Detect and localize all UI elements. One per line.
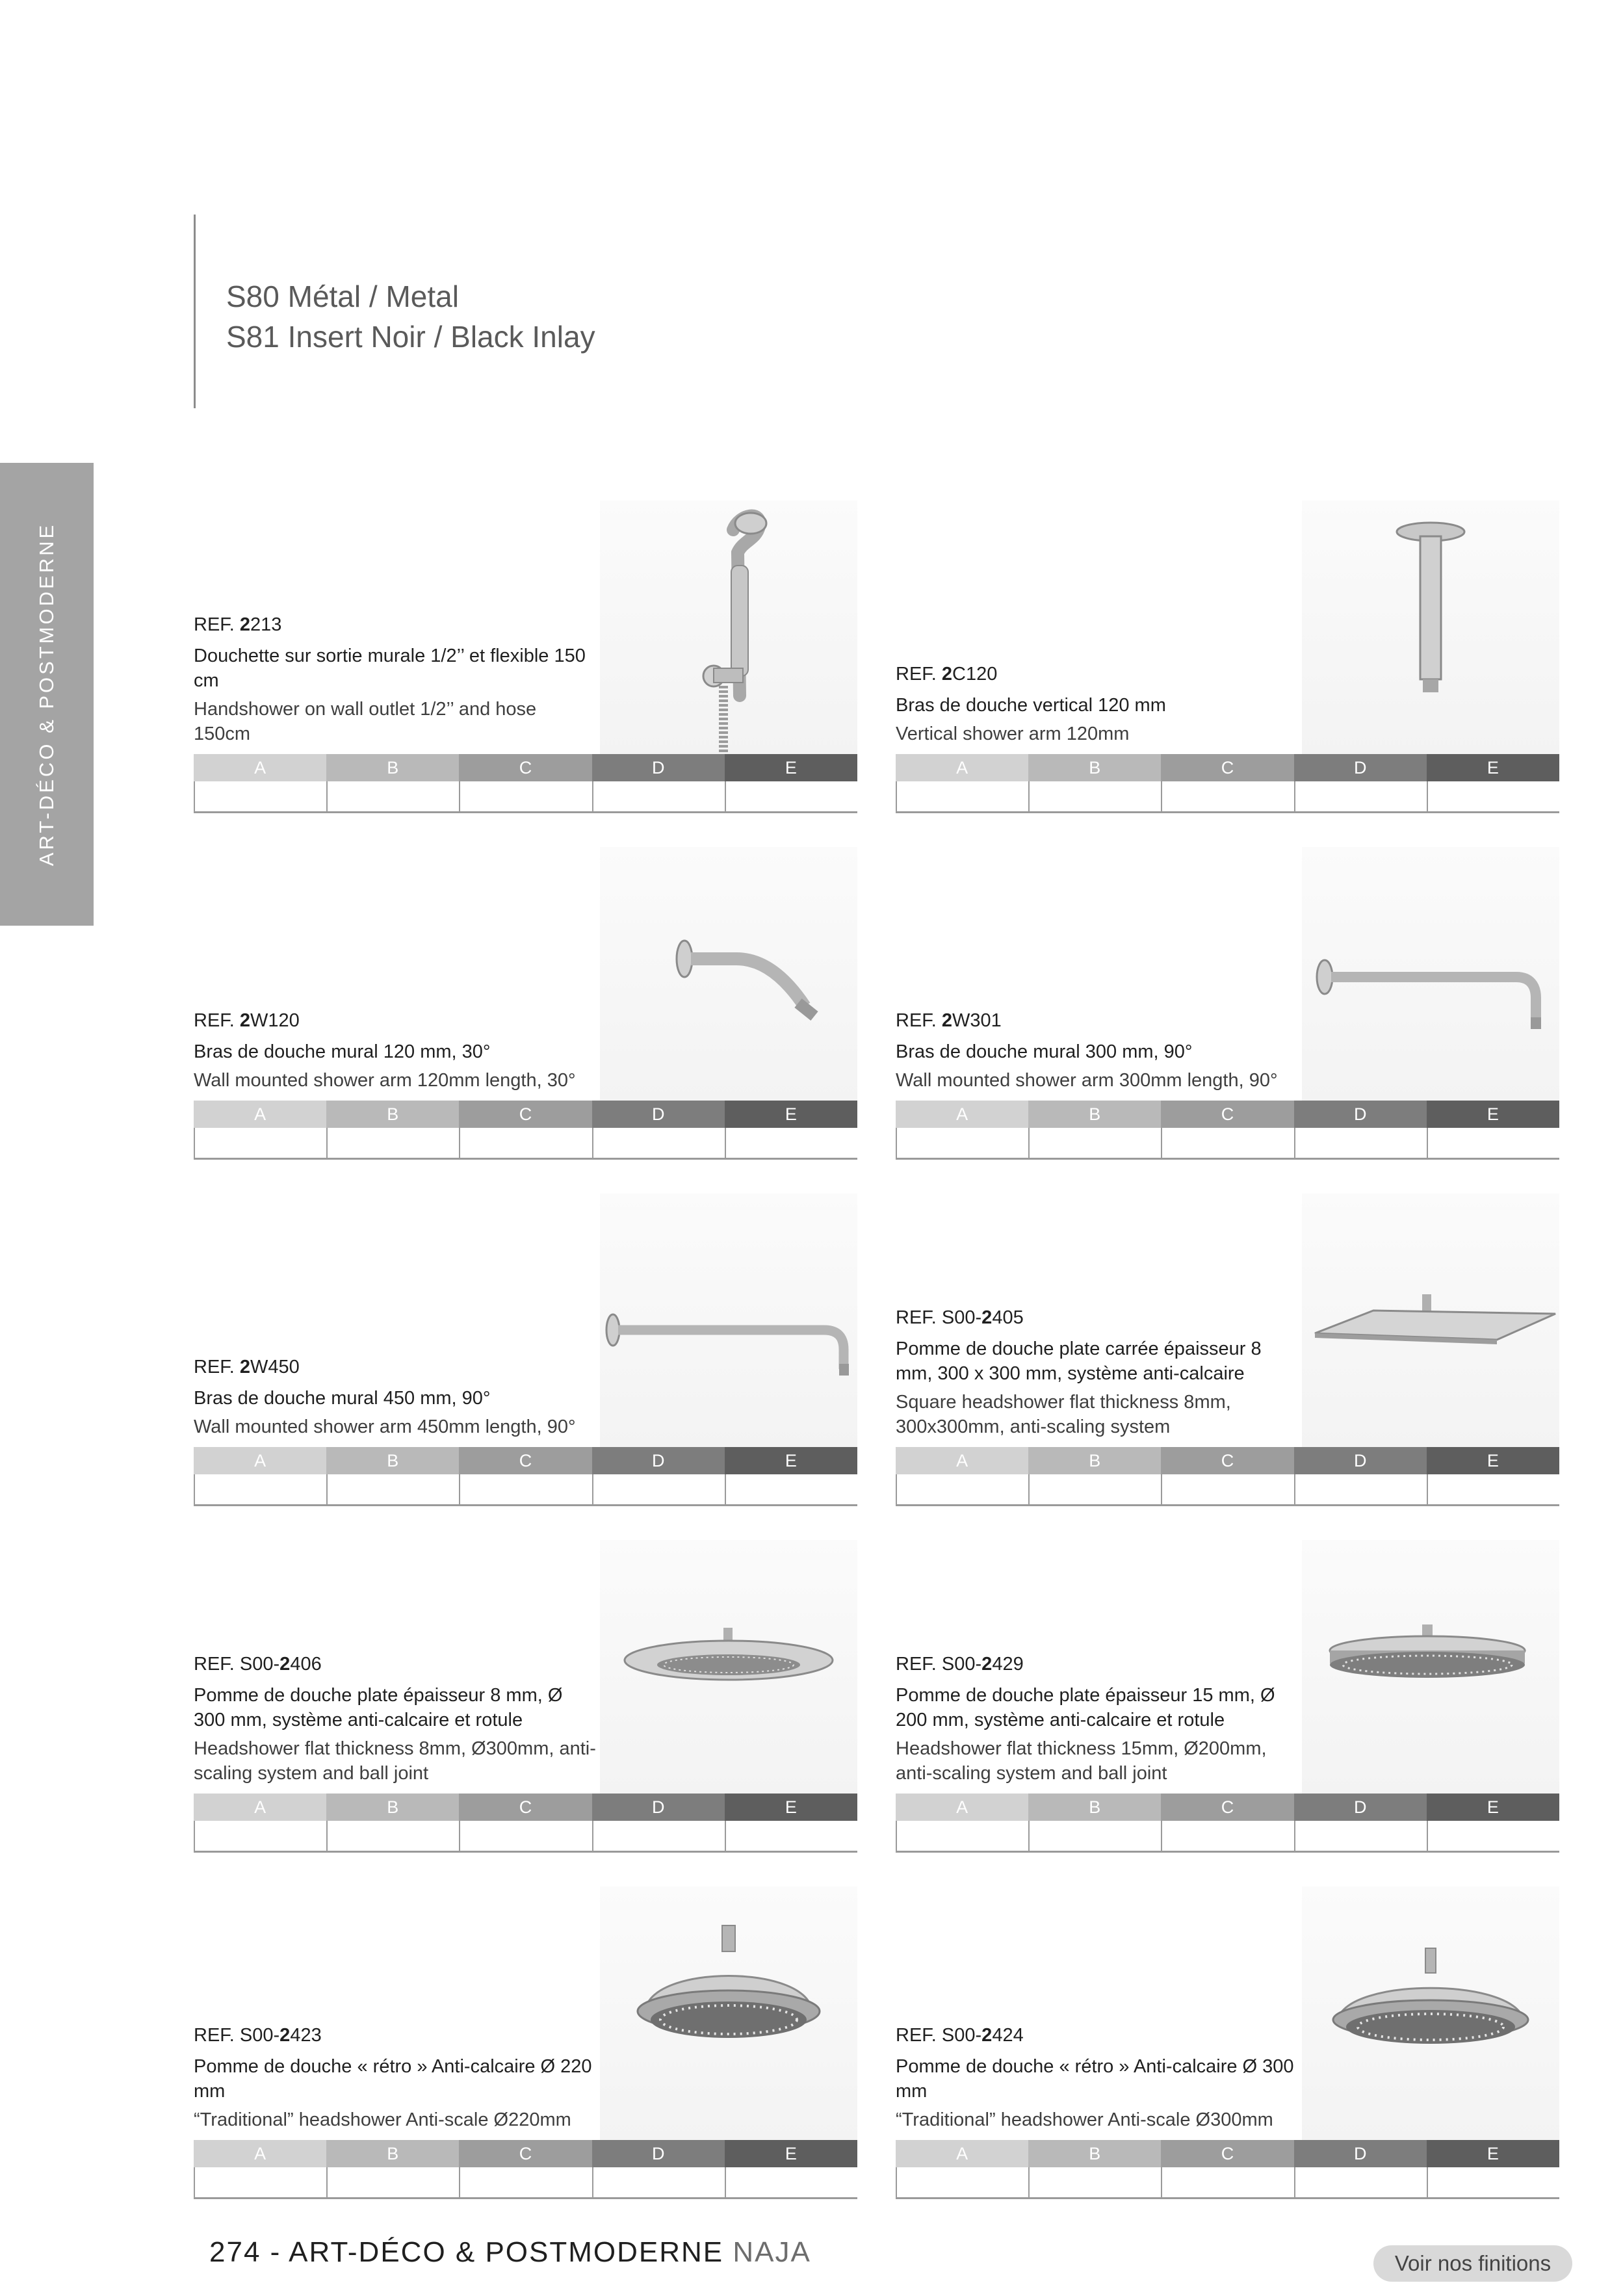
finish-column-header: B (326, 2140, 459, 2167)
finish-cell (326, 2167, 459, 2197)
reference-part: REF. S00- (194, 1654, 280, 1675)
finish-cell (592, 2167, 725, 2197)
product-card (194, 1194, 857, 1499)
finish-table (194, 1447, 857, 1506)
page-title (226, 276, 595, 357)
finish-column-header: C (459, 2140, 591, 2167)
product-reference (896, 2025, 1299, 2046)
finish-column-header: C (1161, 2140, 1293, 2167)
product-card (194, 1886, 857, 2192)
product-reference (194, 614, 597, 636)
finish-column-header: E (725, 2140, 857, 2167)
finish-table (896, 1794, 1559, 1852)
description-english: “Traditional” headshower Anti-scale Ø300mm (896, 2109, 1273, 2130)
product-text (896, 664, 1299, 746)
product-text (896, 2025, 1299, 2132)
finish-cell (1028, 1474, 1161, 1504)
product-reference (896, 664, 1299, 685)
description-french: Bras de douche mural 450 mm, 90° (194, 1388, 491, 1409)
finish-cell (896, 1474, 1028, 1504)
finish-cell (725, 1821, 857, 1851)
reference-part: 2 (239, 614, 251, 635)
reference-part: REF. S00- (194, 2025, 280, 2046)
product-reference (194, 1010, 597, 1032)
finish-column-header: D (1294, 2140, 1427, 2167)
product-card (896, 501, 1559, 806)
finish-cell (1427, 1821, 1559, 1851)
reference-part: 2 (941, 664, 953, 685)
finish-column-header: B (326, 1794, 459, 1821)
finish-column-header: B (326, 1447, 459, 1474)
product-text (194, 1654, 597, 1786)
page-footer (209, 2236, 811, 2269)
description-french: Pomme de douche plate carrée épaisseur 8 mm, 300 x 300 mm, système anti-calcaire (896, 1338, 1262, 1384)
finish-cell (725, 781, 857, 811)
finish-table (194, 1794, 857, 1852)
product-reference (194, 2025, 597, 2046)
finish-column-header: D (592, 754, 725, 781)
finish-cell (592, 1474, 725, 1504)
product-text (896, 1654, 1299, 1786)
description-english: Handshower on wall outlet 1/2’’ and hose 150cm (194, 699, 537, 744)
finish-column-header: D (1294, 1101, 1427, 1128)
description-french: Pomme de douche plate épaisseur 8 mm, Ø 300 mm, système anti-calcaire et rotule (194, 1685, 563, 1730)
description-english: Wall mounted shower arm 450mm length, 90° (194, 1416, 576, 1437)
finish-cell (1028, 781, 1161, 811)
reference-part: 429 (992, 1654, 1024, 1675)
finish-cell (326, 1128, 459, 1158)
reference-part: 2 (239, 1010, 251, 1031)
finish-cell (326, 1821, 459, 1851)
finish-table (194, 1101, 857, 1159)
finish-cell (326, 781, 459, 811)
reference-part: C120 (952, 664, 998, 685)
product-reference (194, 1357, 597, 1378)
finish-column-header: E (725, 1101, 857, 1128)
finish-cell (1427, 1474, 1559, 1504)
finish-column-header: E (725, 754, 857, 781)
product-card (896, 1194, 1559, 1499)
product-text (194, 614, 597, 746)
finish-table (194, 754, 857, 813)
finish-column-header: A (896, 1794, 1028, 1821)
description-english: Square headshower flat thickness 8mm, 300x300mm, anti-scaling system (896, 1392, 1231, 1437)
reference-part: REF. S00- (896, 2025, 982, 2046)
finish-table (896, 754, 1559, 813)
finish-table (896, 1447, 1559, 1506)
footer-separator: - (261, 2236, 289, 2268)
side-tab-label: ART-DÉCO & POSTMODERNE (35, 522, 58, 867)
finish-cell (896, 1821, 1028, 1851)
description-french: Bras de douche mural 300 mm, 90° (896, 1041, 1193, 1062)
finish-cell (459, 781, 591, 811)
square-headshower-icon (1302, 1194, 1559, 1447)
finish-cell (1294, 1821, 1427, 1851)
reference-part: 2 (279, 2025, 291, 2046)
product-reference (896, 1654, 1299, 1675)
finish-table (194, 2140, 857, 2198)
footer-section: ART-DÉCO & POSTMODERNE (289, 2236, 724, 2268)
curved-arm-icon (600, 847, 857, 1101)
finish-column-header: B (1028, 2140, 1161, 2167)
finish-column-header: A (194, 1447, 326, 1474)
finish-column-header: A (194, 754, 326, 781)
finish-column-header: A (896, 1101, 1028, 1128)
description-english: Headshower flat thickness 15mm, Ø200mm, anti-scaling system and ball joint (896, 1738, 1267, 1784)
product-card (896, 1540, 1559, 1846)
finish-column-header: E (1427, 2140, 1559, 2167)
product-text (194, 1010, 597, 1093)
finish-cell (1161, 1821, 1293, 1851)
finish-cell (1161, 1474, 1293, 1504)
finish-column-header: B (1028, 754, 1161, 781)
reference-part: 424 (992, 2025, 1024, 2046)
finish-cell (1161, 2167, 1293, 2197)
reference-part: REF. (896, 664, 942, 685)
title-line-metal: S80 Métal / Metal (226, 280, 459, 313)
finish-column-header: E (1427, 754, 1559, 781)
finish-column-header: E (1427, 1794, 1559, 1821)
header-divider (194, 215, 196, 408)
handshower-icon (600, 501, 857, 754)
product-reference (896, 1307, 1299, 1329)
finish-column-header: D (592, 2140, 725, 2167)
thick-headshower-icon (1302, 1540, 1559, 1794)
finish-column-header: A (194, 2140, 326, 2167)
reference-part: W450 (250, 1357, 300, 1377)
retro-headshower-icon (600, 1886, 857, 2140)
reference-part: REF. S00- (896, 1654, 982, 1675)
finish-cell (1427, 1128, 1559, 1158)
reference-part: REF. (194, 1010, 240, 1031)
finish-column-header: C (1161, 1794, 1293, 1821)
reference-part: 406 (290, 1654, 322, 1675)
finish-cell (725, 1474, 857, 1504)
reference-part: 2 (941, 1010, 953, 1031)
reference-part: 2 (981, 1654, 993, 1675)
finish-cell (459, 1128, 591, 1158)
finish-cell (1028, 2167, 1161, 2197)
finish-cell (1161, 781, 1293, 811)
finish-cell (725, 1128, 857, 1158)
product-reference (194, 1654, 597, 1675)
finish-cell (1028, 1821, 1161, 1851)
reference-part: 423 (290, 2025, 322, 2046)
finish-column-header: C (459, 1101, 591, 1128)
title-line-black-inlay: S81 Insert Noir / Black Inlay (226, 320, 595, 354)
description-french: Bras de douche mural 120 mm, 30° (194, 1041, 491, 1062)
description-french: Pomme de douche « rétro » Anti-calcaire Ø 220 mm (194, 2056, 592, 2102)
product-text (194, 1357, 597, 1439)
finish-column-header: D (592, 1447, 725, 1474)
finish-cell (725, 2167, 857, 2197)
description-english: “Traditional” headshower Anti-scale Ø220mm (194, 2109, 571, 2130)
finish-cell (326, 1474, 459, 1504)
finish-cell (194, 2167, 326, 2197)
round-headshower-icon (600, 1540, 857, 1794)
wall-arm-icon (1302, 847, 1559, 1101)
reference-part: REF. (896, 1010, 942, 1031)
finish-column-header: D (592, 1101, 725, 1128)
finish-cell (592, 1821, 725, 1851)
product-text (194, 2025, 597, 2132)
finish-table (896, 2140, 1559, 2198)
reference-part: 2 (981, 1307, 993, 1328)
description-french: Pomme de douche plate épaisseur 15 mm, Ø 200 mm, système anti-calcaire et rotule (896, 1685, 1275, 1730)
finish-column-header: E (1427, 1101, 1559, 1128)
finish-column-header: C (1161, 754, 1293, 781)
finish-cell (896, 2167, 1028, 2197)
page-number: 274 (209, 2236, 261, 2268)
finish-cell (1427, 2167, 1559, 2197)
finish-column-header: B (1028, 1794, 1161, 1821)
finish-column-header: E (725, 1447, 857, 1474)
reference-part: W301 (952, 1010, 1002, 1031)
reference-part: 2 (239, 1357, 251, 1377)
reference-part: REF. (194, 1357, 240, 1377)
finish-column-header: A (194, 1794, 326, 1821)
long-wall-arm-icon (600, 1194, 857, 1447)
product-text (896, 1010, 1299, 1093)
product-card (896, 1886, 1559, 2192)
description-english: Wall mounted shower arm 120mm length, 30° (194, 1070, 576, 1091)
vertical-arm-icon (1302, 501, 1559, 754)
finish-column-header: B (326, 754, 459, 781)
description-english: Headshower flat thickness 8mm, Ø300mm, anti-scaling system and ball joint (194, 1738, 596, 1784)
finish-column-header: C (459, 754, 591, 781)
reference-part: 2 (981, 2025, 993, 2046)
finish-cell (592, 1128, 725, 1158)
finish-column-header: C (459, 1794, 591, 1821)
description-french: Pomme de douche « rétro » Anti-calcaire Ø 300 mm (896, 2056, 1294, 2102)
view-finishes-button[interactable]: Voir nos finitions (1373, 2245, 1572, 2282)
finish-column-header: D (1294, 1794, 1427, 1821)
product-card (194, 1540, 857, 1846)
finish-column-header: B (1028, 1447, 1161, 1474)
finish-column-header: E (1427, 1447, 1559, 1474)
reference-part: 213 (250, 614, 282, 635)
finish-cell (1294, 1474, 1427, 1504)
finish-column-header: D (1294, 1447, 1427, 1474)
finish-column-header: E (725, 1794, 857, 1821)
product-text (896, 1307, 1299, 1439)
reference-part: REF. S00- (896, 1307, 982, 1328)
finish-cell (459, 1474, 591, 1504)
finish-cell (1294, 2167, 1427, 2197)
finish-cell (592, 781, 725, 811)
product-card (896, 847, 1559, 1153)
finish-cell (896, 1128, 1028, 1158)
finish-cell (194, 781, 326, 811)
product-card (194, 501, 857, 806)
finish-cell (1294, 1128, 1427, 1158)
retro-headshower-large-icon (1302, 1886, 1559, 2140)
description-english: Vertical shower arm 120mm (896, 724, 1130, 744)
footer-collection: NAJA (733, 2236, 811, 2268)
description-english: Wall mounted shower arm 300mm length, 90° (896, 1070, 1278, 1091)
finish-cell (459, 1821, 591, 1851)
finish-column-header: C (459, 1447, 591, 1474)
finish-column-header: D (592, 1794, 725, 1821)
reference-part: 2 (279, 1654, 291, 1675)
reference-part: W120 (250, 1010, 300, 1031)
finish-column-header: A (896, 1447, 1028, 1474)
section-side-tab (0, 463, 94, 926)
description-french: Bras de douche vertical 120 mm (896, 695, 1166, 716)
finish-column-header: B (1028, 1101, 1161, 1128)
finish-cell (896, 781, 1028, 811)
finish-cell (1294, 781, 1427, 811)
finish-column-header: A (896, 2140, 1028, 2167)
finish-column-header: C (1161, 1101, 1293, 1128)
finish-table (896, 1101, 1559, 1159)
finish-column-header: A (194, 1101, 326, 1128)
finish-column-header: A (896, 754, 1028, 781)
reference-part: 405 (992, 1307, 1024, 1328)
product-reference (896, 1010, 1299, 1032)
description-french: Douchette sur sortie murale 1/2’’ et flexible 150 cm (194, 646, 586, 691)
finish-column-header: D (1294, 754, 1427, 781)
reference-part: REF. (194, 614, 240, 635)
finish-cell (194, 1821, 326, 1851)
finish-cell (1028, 1128, 1161, 1158)
finish-cell (194, 1128, 326, 1158)
product-card (194, 847, 857, 1153)
finish-column-header: B (326, 1101, 459, 1128)
finish-cell (1427, 781, 1559, 811)
finish-cell (194, 1474, 326, 1504)
finish-cell (459, 2167, 591, 2197)
finish-cell (1161, 1128, 1293, 1158)
finish-column-header: C (1161, 1447, 1293, 1474)
